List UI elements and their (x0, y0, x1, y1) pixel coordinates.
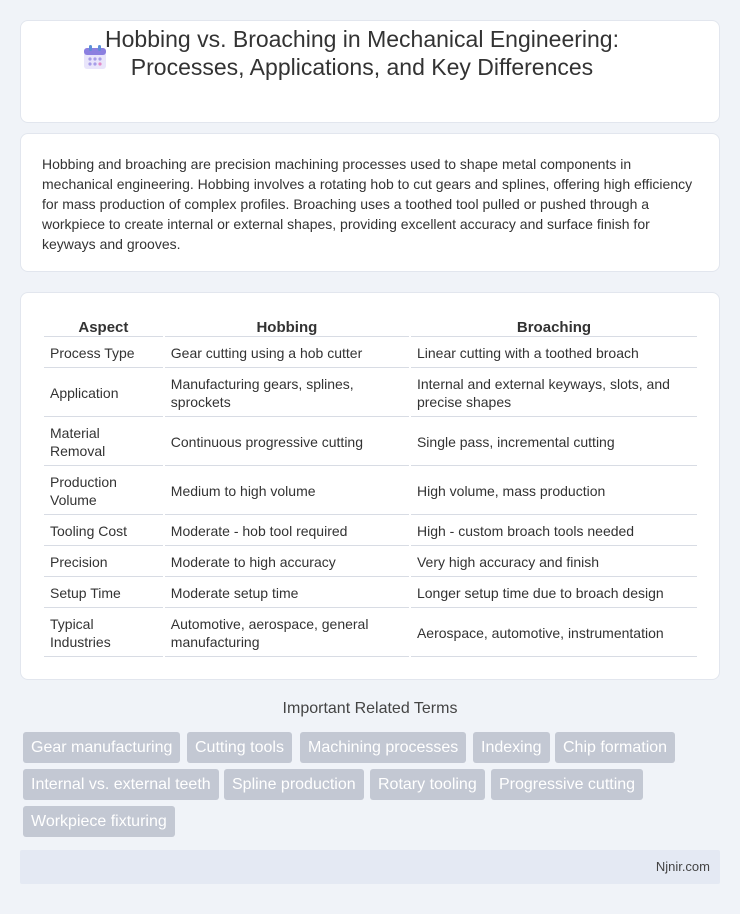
tag-indexing[interactable]: Indexing (473, 732, 550, 763)
table-row (44, 517, 697, 546)
table-row (44, 339, 697, 368)
cell-hobbing: Continuous progressive cutting (165, 419, 409, 466)
cell-broaching: High - custom broach tools needed (411, 517, 697, 546)
cell-aspect: Application (44, 370, 163, 417)
cell-broaching: Longer setup time due to broach design (411, 579, 697, 608)
table-row (44, 579, 697, 608)
cell-broaching: Internal and external keyways, slots, and precise shapes (411, 370, 697, 417)
table-row (44, 419, 697, 466)
cell-hobbing: Moderate - hob tool required (165, 517, 409, 546)
cell-aspect: Material Removal (44, 419, 163, 466)
cell-hobbing: Medium to high volume (165, 468, 409, 515)
header-hobbing: Hobbing (165, 317, 409, 337)
cell-aspect: Precision (44, 548, 163, 577)
cell-broaching: High volume, mass production (411, 468, 697, 515)
tag-machining-processes[interactable]: Machining processes (300, 732, 466, 763)
cell-hobbing: Moderate setup time (165, 579, 409, 608)
tag-spline-production[interactable]: Spline production (224, 769, 364, 800)
cell-aspect: Tooling Cost (44, 517, 163, 546)
tag-progressive-cutting[interactable]: Progressive cutting (491, 769, 643, 800)
header-aspect: Aspect (44, 317, 163, 337)
table-row (44, 610, 697, 657)
footer-site-link[interactable]: Njnir.com (655, 859, 710, 874)
tag-cutting-tools[interactable]: Cutting tools (187, 732, 292, 763)
intro-card (20, 133, 720, 272)
header-broaching: Broaching (411, 317, 697, 337)
cell-aspect: Process Type (44, 339, 163, 368)
table-header-row (44, 317, 697, 337)
intro-paragraph: Hobbing and broaching are precision machining processes used to shape metal components in mechanical engineering. Hobbing involves a rotating hob to cut gears and splines, offering high efficiency for mass production of complex profiles. Broaching uses a toothed tool pulled or pushed through a workpiece to create internal or external shapes, providing excellent accuracy and surface finish for keyways and grooves. (42, 156, 693, 252)
page-title-wrap (62, 25, 662, 81)
cell-broaching: Very high accuracy and finish (411, 548, 697, 577)
cell-hobbing: Moderate to high accuracy (165, 548, 409, 577)
table-row (44, 468, 697, 515)
page-title: Hobbing vs. Broaching in Mechanical Engineering: Processes, Applications, and Key Differences (105, 26, 619, 80)
cell-aspect: Typical Industries (44, 610, 163, 657)
comparison-card (20, 292, 720, 680)
comparison-table (42, 315, 699, 659)
cell-aspect: Production Volume (44, 468, 163, 515)
cell-hobbing: Gear cutting using a hob cutter (165, 339, 409, 368)
table-row (44, 370, 697, 417)
tag-rotary-tooling[interactable]: Rotary tooling (370, 769, 485, 800)
footer (20, 850, 720, 884)
tag-internal-vs-external-teeth[interactable]: Internal vs. external teeth (23, 769, 219, 800)
cell-hobbing: Automotive, aerospace, general manufacturing (165, 610, 409, 657)
cell-broaching: Aerospace, automotive, instrumentation (411, 610, 697, 657)
tag-workpiece-fixturing[interactable]: Workpiece fixturing (23, 806, 175, 837)
tag-chip-formation[interactable]: Chip formation (555, 732, 675, 763)
cell-broaching: Linear cutting with a toothed broach (411, 339, 697, 368)
related-terms-heading: Important Related Terms (282, 700, 458, 717)
cell-aspect: Setup Time (44, 579, 163, 608)
tag-gear-manufacturing[interactable]: Gear manufacturing (23, 732, 180, 763)
cell-broaching: Single pass, incremental cutting (411, 419, 697, 466)
cell-hobbing: Manufacturing gears, splines, sprockets (165, 370, 409, 417)
table-row (44, 548, 697, 577)
